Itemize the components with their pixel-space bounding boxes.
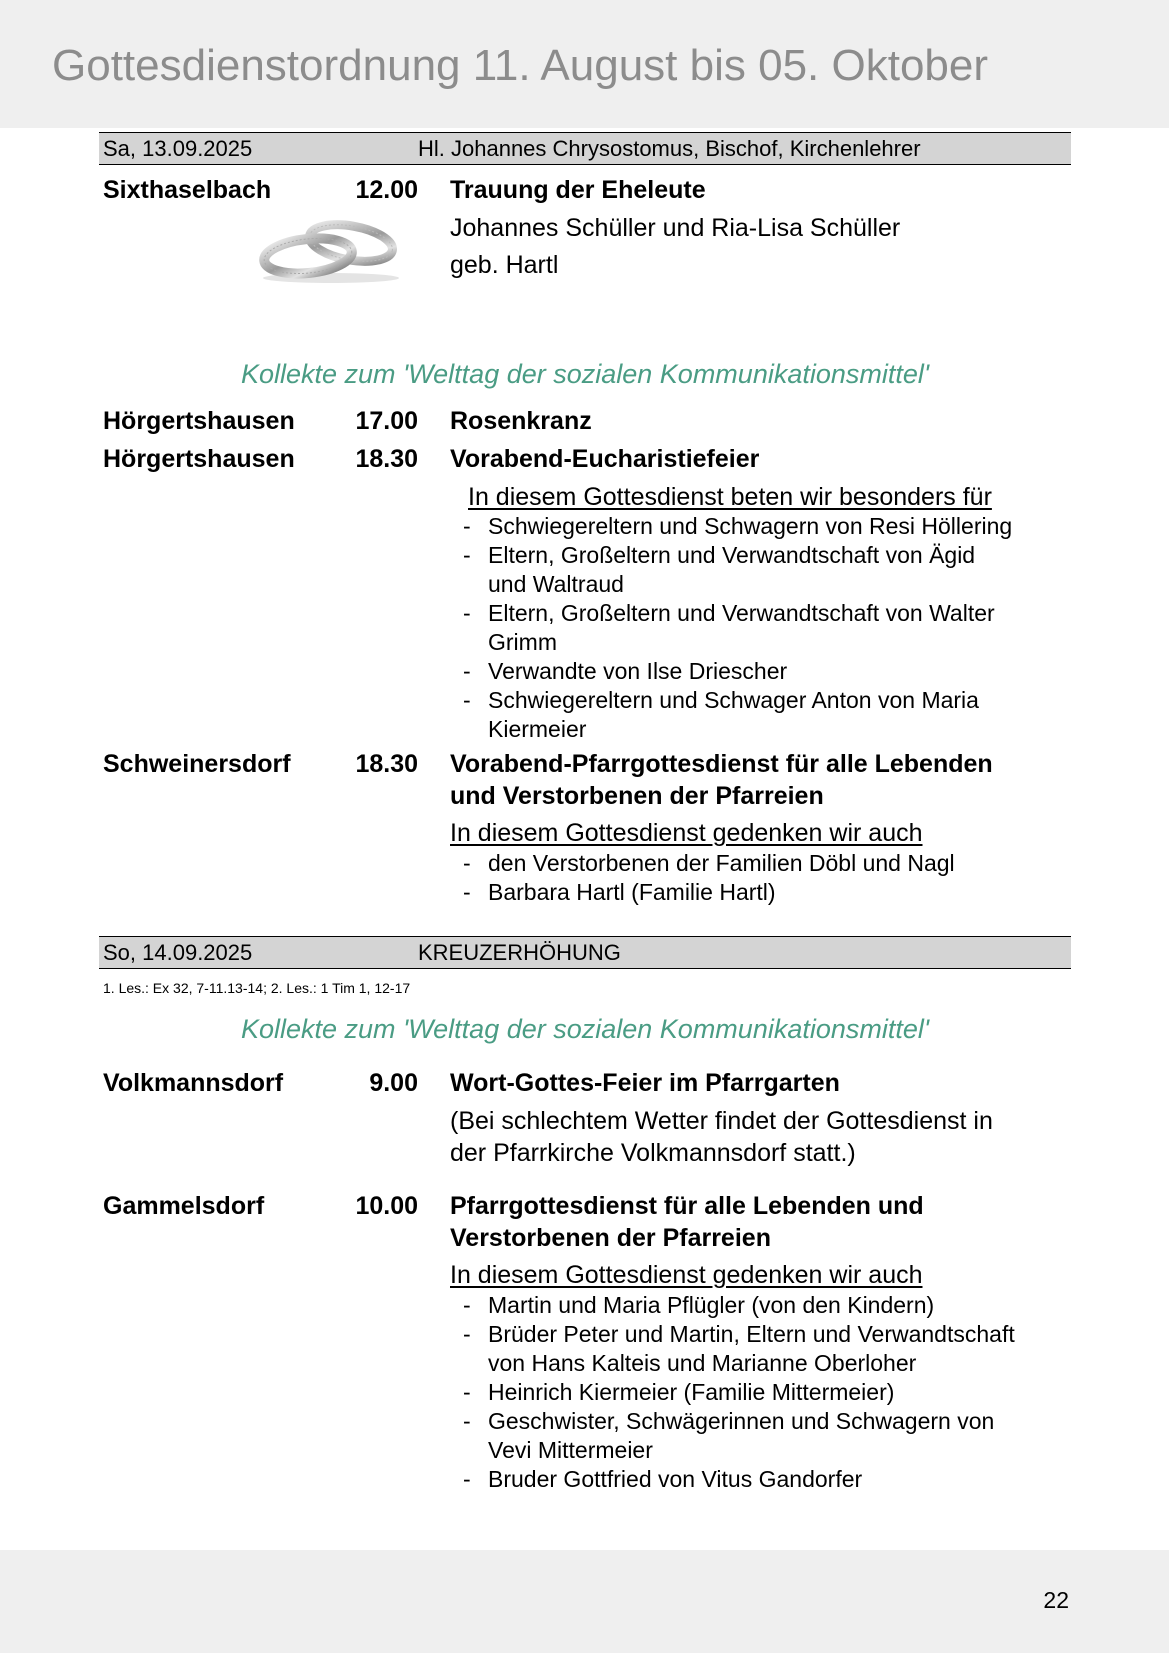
service-place: Hörgertshausen	[103, 407, 295, 435]
list-bullet: -	[463, 687, 471, 713]
service-title: Vorabend-Eucharistiefeier	[450, 445, 760, 473]
service-place: Schweinersdorf	[103, 750, 291, 778]
list-bullet: -	[463, 1321, 471, 1347]
service-place: Sixthaselbach	[103, 176, 272, 204]
intention-item: und Waltraud	[488, 571, 624, 597]
day-feast: KREUZERHÖHUNG	[418, 940, 621, 965]
day-bar-sunday	[99, 936, 1071, 969]
intention-item: den Verstorbenen der Familien Döbl und Nagl	[488, 850, 955, 876]
footer-band	[0, 1550, 1169, 1653]
intention-header: In diesem Gottesdienst gedenken wir auch	[450, 819, 923, 847]
intention-item: Kiermeier	[488, 716, 587, 742]
page-number: 22	[1043, 1587, 1069, 1613]
service-place: Gammelsdorf	[103, 1192, 265, 1220]
service-title: und Verstorbenen der Pfarreien	[450, 782, 824, 810]
service-text: geb. Hartl	[450, 251, 559, 279]
intention-item: Eltern, Großeltern und Verwandtschaft von Walter	[488, 600, 995, 626]
intention-item: von Hans Kalteis und Marianne Oberloher	[488, 1350, 917, 1376]
collection-note: Kollekte zum 'Welttag der sozialen Kommunikationsmittel'	[240, 359, 930, 389]
intention-item: Eltern, Großeltern und Verwandtschaft von Ägid	[488, 542, 976, 568]
intention-item: Schwiegereltern und Schwagern von Resi Höllering	[488, 513, 1013, 539]
list-bullet: -	[463, 542, 471, 568]
service-title: Rosenkranz	[450, 407, 592, 435]
intention-item: Grimm	[488, 629, 557, 655]
collection-note: Kollekte zum 'Welttag der sozialen Kommunikationsmittel'	[240, 1014, 930, 1044]
service-title: Verstorbenen der Pfarreien	[450, 1224, 771, 1252]
service-time: 9.00	[369, 1069, 418, 1097]
wedding-rings-icon	[256, 216, 406, 284]
day-bar-saturday	[99, 132, 1071, 165]
day-date: Sa, 13.09.2025	[103, 136, 253, 161]
service-time: 12.00	[355, 176, 418, 204]
service-place: Hörgertshausen	[103, 445, 295, 473]
intention-item: Heinrich Kiermeier (Familie Mittermeier)	[488, 1379, 895, 1405]
intention-item: Verwandte von Ilse Driescher	[488, 658, 788, 684]
readings-note: 1. Les.: Ex 32, 7-11.13-14; 2. Les.: 1 Tim 1, 12-17	[103, 980, 411, 996]
service-text: (Bei schlechtem Wetter findet der Gottesdienst in	[450, 1107, 993, 1135]
list-bullet: -	[463, 879, 471, 905]
list-bullet: -	[463, 658, 471, 684]
list-bullet: -	[463, 850, 471, 876]
service-time: 10.00	[355, 1192, 418, 1220]
intention-item: Brüder Peter und Martin, Eltern und Verwandtschaft	[488, 1321, 1015, 1347]
intention-item: Bruder Gottfried von Vitus Gandorfer	[488, 1466, 863, 1492]
intention-header: In diesem Gottesdienst gedenken wir auch	[450, 1261, 923, 1289]
day-feast: Hl. Johannes Chrysostomus, Bischof, Kirchenlehrer	[418, 136, 921, 161]
service-text: Johannes Schüller und Ria-Lisa Schüller	[450, 214, 901, 242]
service-title: Vorabend-Pfarrgottesdienst für alle Lebenden	[450, 750, 993, 778]
list-bullet: -	[463, 1379, 471, 1405]
intention-item: Geschwister, Schwägerinnen und Schwagern von	[488, 1408, 995, 1434]
list-bullet: -	[463, 1466, 471, 1492]
intention-item: Vevi Mittermeier	[488, 1437, 653, 1463]
day-date: So, 14.09.2025	[103, 940, 253, 965]
list-bullet: -	[463, 1292, 471, 1318]
intention-item: Barbara Hartl (Familie Hartl)	[488, 879, 776, 905]
service-time: 18.30	[355, 750, 418, 778]
service-text: der Pfarrkirche Volkmannsdorf statt.)	[450, 1139, 856, 1167]
service-time: 18.30	[355, 445, 418, 473]
intention-header: In diesem Gottesdienst beten wir besonders für	[468, 483, 992, 511]
intention-item: Martin und Maria Pflügler (von den Kindern)	[488, 1292, 935, 1318]
service-title: Trauung der Eheleute	[450, 176, 706, 204]
intention-item: Schwiegereltern und Schwager Anton von Maria	[488, 687, 979, 713]
page-title: Gottesdienstordnung 11. August bis 05. Oktober	[52, 41, 989, 90]
service-title: Wort-Gottes-Feier im Pfarrgarten	[450, 1069, 840, 1097]
list-bullet: -	[463, 1408, 471, 1434]
service-title: Pfarrgottesdienst für alle Lebenden und	[450, 1192, 924, 1220]
service-place: Volkmannsdorf	[103, 1069, 284, 1097]
list-bullet: -	[463, 600, 471, 626]
service-time: 17.00	[355, 407, 418, 435]
list-bullet: -	[463, 513, 471, 539]
